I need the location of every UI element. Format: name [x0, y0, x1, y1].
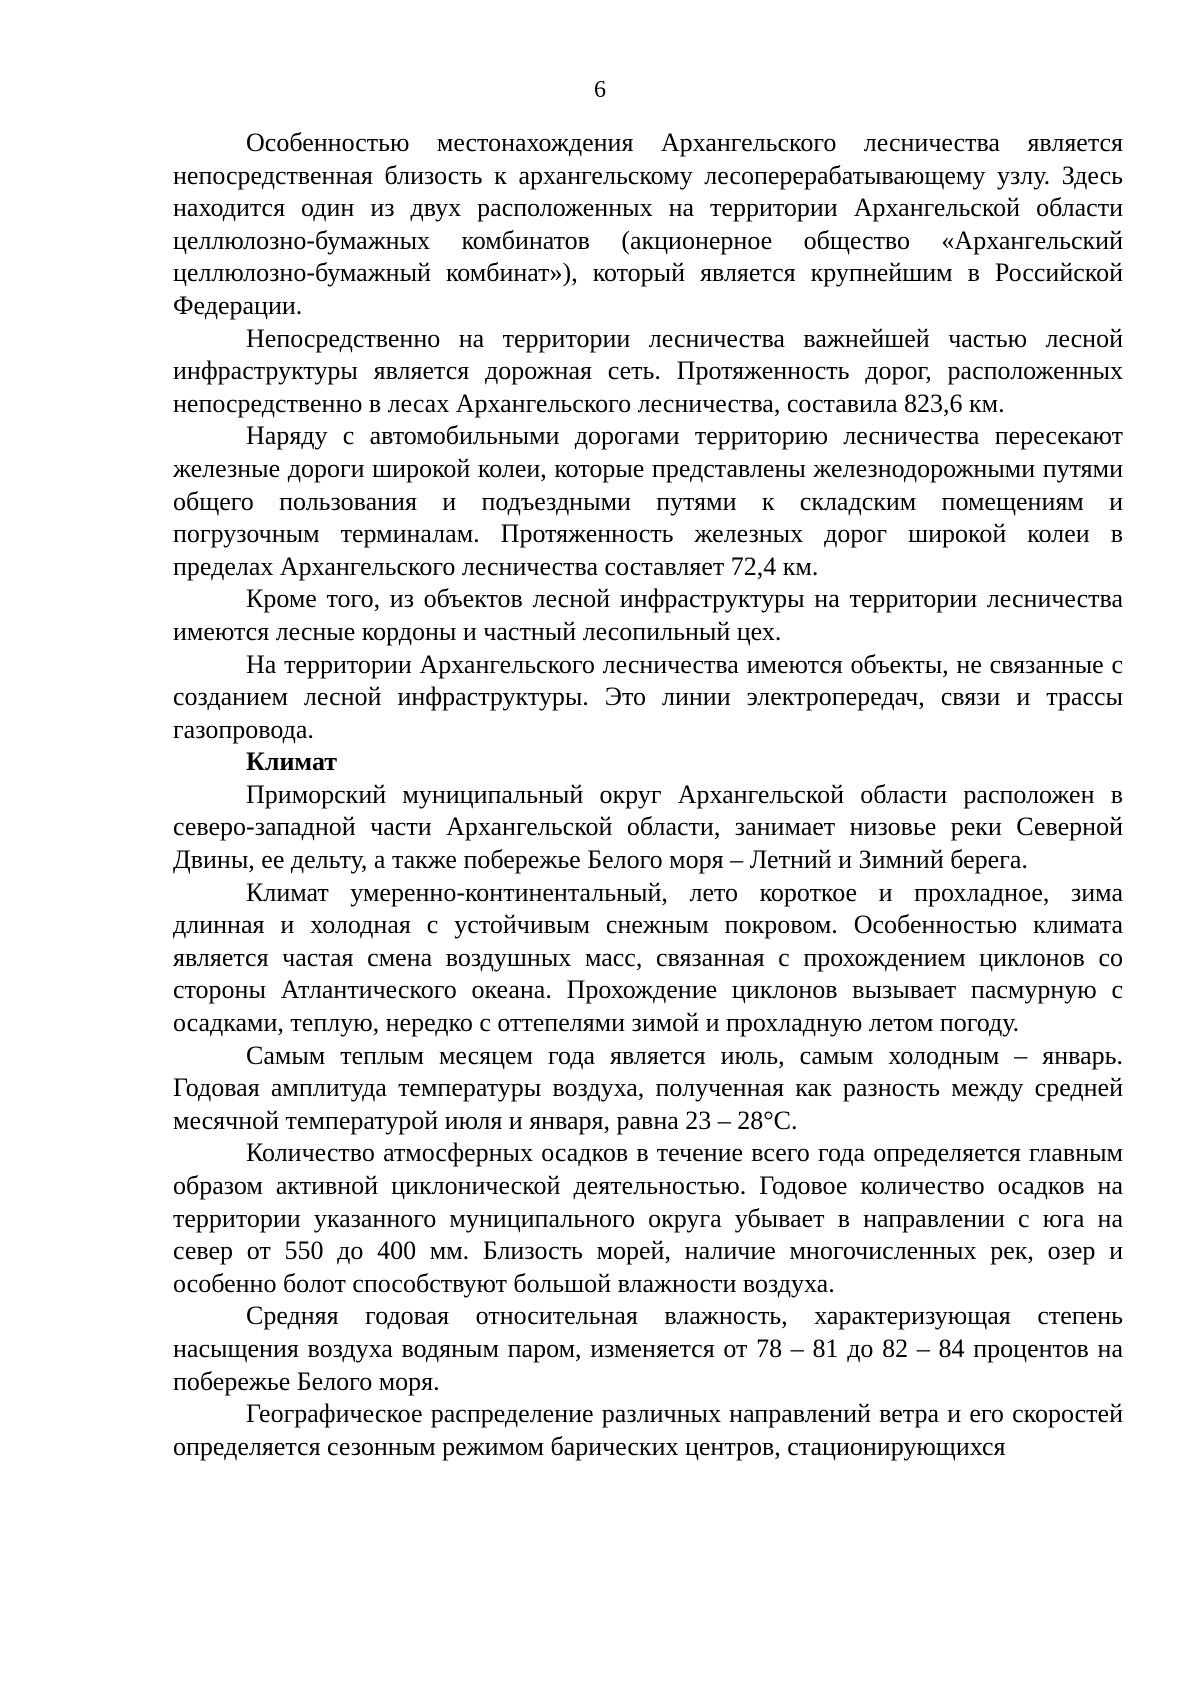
paragraph-forestry-location: Особенностью местонахождения Архангельского лесничества является непосредственная близость к архангельскому лесоперерабатывающему узлу. Здесь находится один из двух расположенных на территории Архангельской области целлюлозно-бумажных комбинатов (акционерное общество «Архангельский целлюлозно-бумажный комбинат»), который является крупнейшим в Российской Федерации. — [173, 128, 1123, 320]
paragraph-infrastructure-objects: Кроме того, из объектов лесной инфраструктуры на территории лесничества имеются лесные кордоны и частный лесопильный цех. — [173, 584, 1123, 646]
paragraph-railways: Наряду с автомобильными дорогами территорию лесничества пересекают железные дороги широкой колеи, которые представлены железнодорожными путями общего пользования и подъездными путями к складским помещениям и погрузочным терминалам. Протяженность железных дорог широкой колеи в пределах Архангельского лесничества составляет 72,4 км. — [173, 421, 1123, 581]
paragraph-non-forest-objects: На территории Архангельского лесничества имеются объекты, не связанные с созданием лесной инфраструктуры. Это линии электропередач, связи и трассы газопровода. — [173, 649, 1123, 744]
paragraph-temperature: Самым теплым месяцем года является июль, самым холодным – январь. Годовая амплитуда температуры воздуха, полученная как разность между средней месячной температурой июля и января, равна 23 – 28°С. — [173, 1040, 1123, 1135]
paragraph-wind: Географическое распределение различных направлений ветра и его скоростей определяется сезонным режимом барических центров, стационирующихся — [173, 1399, 1123, 1461]
page-number: 6 — [594, 77, 606, 103]
paragraph-humidity: Средняя годовая относительная влажность, характеризующая степень насыщения воздуха водяным паром, изменяется от 78 – 81 до 82 – 84 процентов на побережье Белого моря. — [173, 1301, 1123, 1396]
document-body — [173, 127, 1123, 1463]
paragraph-road-network: Непосредственно на территории лесничества важнейшей частью лесной инфраструктуры является дорожная сеть. Протяженность дорог, расположенных непосредственно в лесах Архангельского лесничества, составила 823,6 км. — [173, 323, 1123, 418]
paragraph-climate-type: Климат умеренно-континентальный, лето короткое и прохладное, зима длинная и холодная с устойчивым снежным покровом. Особенностью климата является частая смена воздушных масс, связанная с прохождением циклонов со стороны Атлантического океана. Прохождение циклонов вызывает пасмурную с осадками, теплую, нередко с оттепелями зимой и прохладную летом погоду. — [173, 877, 1123, 1038]
section-heading-climate: Климат — [246, 747, 338, 777]
paragraph-precipitation: Количество атмосферных осадков в течение всего года определяется главным образом активной циклонической деятельностью. Годовое количество осадков на территории указанного муниципального округа убывает в направлении с юга на север от 550 до 400 мм. Близость морей, наличие многочисленных рек, озер и особенно болот способствуют большой влажности воздуха. — [173, 1138, 1123, 1298]
paragraph-climate-location: Приморский муниципальный округ Архангельской области расположен в северо-западной части Архангельской области, занимает низовье реки Северной Двины, ее дельту, а также побережье Белого моря – Летний и Зимний берега. — [173, 779, 1123, 875]
